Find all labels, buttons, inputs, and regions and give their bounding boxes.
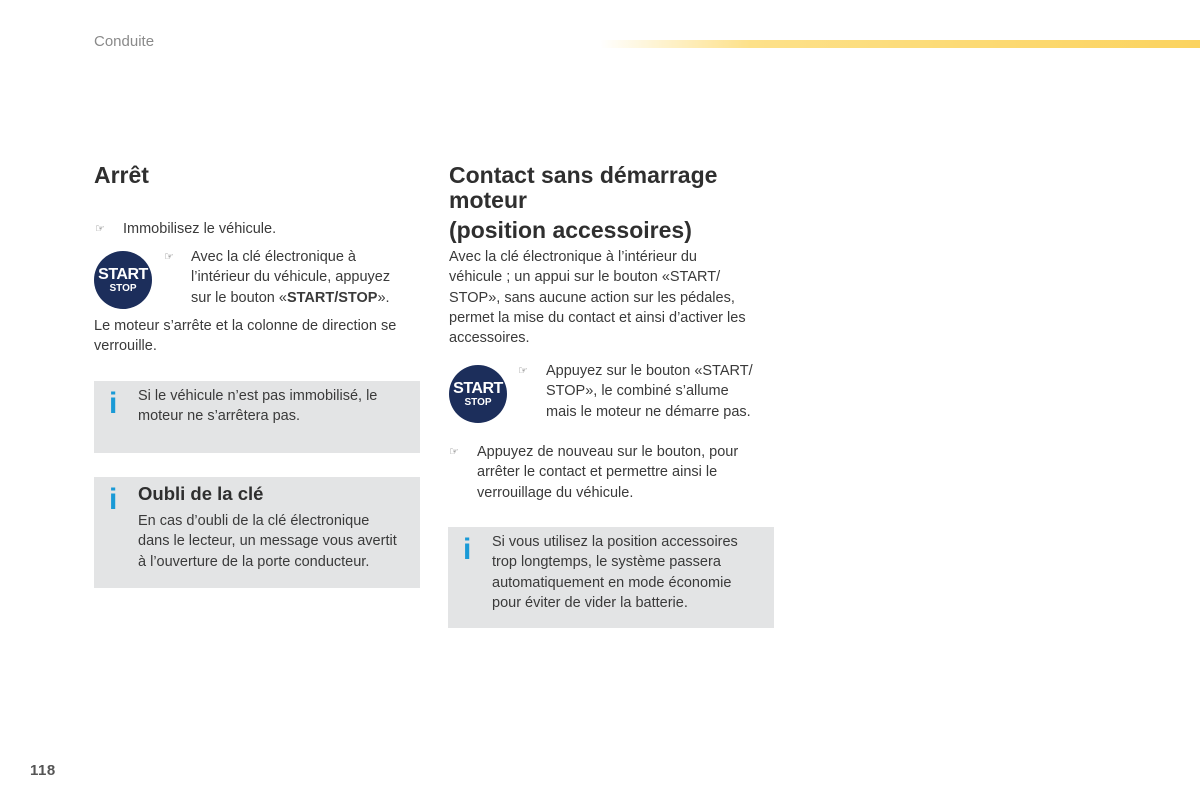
info-icon: i [109, 483, 118, 516]
info-box-not-immobilised [94, 381, 420, 453]
accessory-intro-text: Avec la clé électronique à l’intérieur du véhicule ; un appui sur le bouton «START/ STOP», sans aucune action sur les pédales, permet la mise du contact et ainsi d’activer les accessoires. [449, 249, 746, 347]
start-stop-button-icon: START STOP [94, 251, 152, 309]
start-stop-button-icon: START STOP [449, 365, 507, 423]
info-box-key-forgotten [94, 477, 420, 588]
info-icon: i [463, 533, 472, 566]
accessory-step2: Appuyez de nouveau sur le bouton, pour arrêter le contact et permettre ainsi le verrouillage du véhicule. [477, 444, 739, 501]
pointing-hand-icon: ☞ [518, 365, 528, 377]
info-box-accessory-timeout [448, 527, 774, 628]
pointing-hand-icon: ☞ [95, 223, 105, 235]
info-box-text: En cas d’oubli de la clé électronique dans le lecteur, un message vous avertit à l’ouverture de la porte conducteur. [138, 513, 397, 570]
info-icon: i [109, 387, 118, 420]
arret-title: Arrêt [94, 162, 149, 188]
pointing-hand-icon: ☞ [449, 446, 459, 458]
info-box-title: Oubli de la clé [138, 483, 264, 504]
arret-step2: Avec la clé électronique à l’intérieur du véhicule, appuyez sur le bouton «START/STOP». [191, 249, 391, 306]
pointing-hand-icon: ☞ [164, 251, 174, 263]
header-accent-bar [600, 40, 1200, 48]
info-box-text: Si le véhicule n’est pas immobilisé, le moteur ne s’arrêtera pas. [138, 388, 378, 425]
accessory-mode-title: Contact sans démarrage moteur (position accessoires) [449, 162, 718, 243]
section-header: Conduite [94, 33, 155, 50]
page-number: 118 [30, 762, 56, 779]
arret-result-text: Le moteur s’arrête et la colonne de direction se verrouille. [94, 318, 397, 355]
arret-step1: Immobilisez le véhicule. [123, 221, 277, 237]
accessory-step1: Appuyez sur le bouton «START/ STOP», le combiné s’allume mais le moteur ne démarre pas. [546, 363, 753, 420]
info-box-text: Si vous utilisez la position accessoires trop longtemps, le système passera automatiquement en mode économie pour éviter de vider la batterie. [492, 534, 738, 611]
